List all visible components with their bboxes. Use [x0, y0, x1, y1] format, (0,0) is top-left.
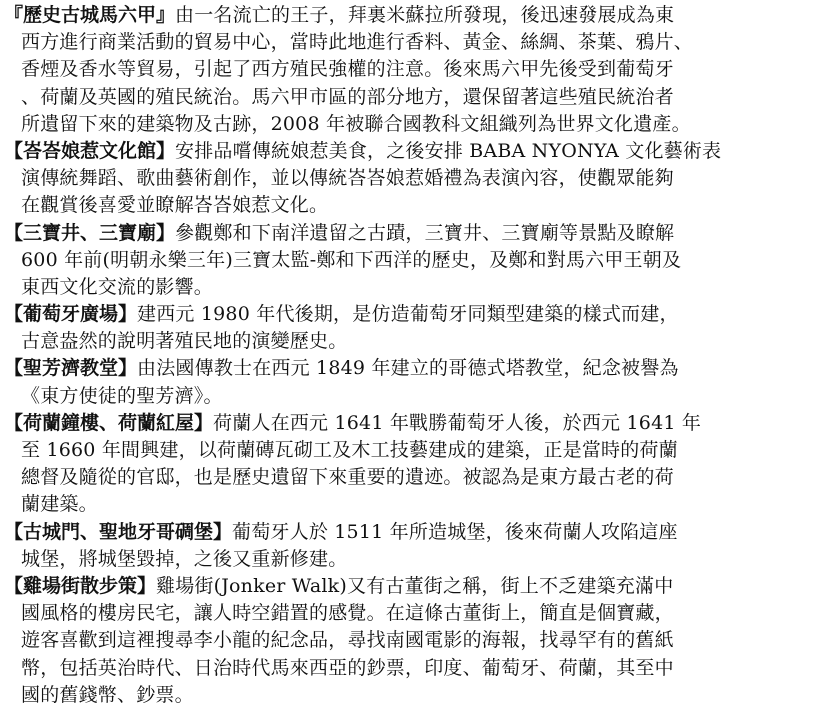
- entry-title: 【三寶井、三寶廟】: [4, 221, 176, 244]
- entry-text-line: 至 1660 年間興建，以荷蘭磚瓦砌工及木工技藝建成的建築，正是當時的荷蘭: [21, 439, 678, 461]
- entry-text-line: 葡萄牙人於 1511 年所造城堡，後來荷蘭人攻陷這座: [232, 520, 678, 543]
- entry-text-line: 在觀賞後喜愛並瞭解峇峇娘惹文化。: [21, 194, 329, 217]
- entry-text-line: 《東方使徒的聖芳濟》。: [21, 384, 223, 407]
- entry-portuguese-square: [4, 301, 833, 355]
- entry-text-line: 東西文化交流的影響。: [21, 275, 214, 298]
- entry-text-line: 遊客喜歡到這裡搜尋李小龍的紀念品，尋找南國電影的海報，找尋罕有的舊紙: [21, 629, 674, 652]
- entry-text-line: 由法國傳教士在西元 1849 年建立的哥德式塔教堂，紀念被譽為: [137, 357, 679, 380]
- entry-text-line: 西方進行商業活動的貿易中心，當時此地進行香料、黃金、絲綢、茶葉、鴉片、: [21, 31, 694, 54]
- entry-title: 【聖芳濟教堂】: [4, 357, 138, 380]
- entry-st-francis-church: [4, 355, 833, 409]
- entry-jonker-walk: [4, 573, 833, 709]
- entry-title: 『歷史古城馬六甲』: [4, 4, 176, 26]
- entry-text-line: 幣，包括英治時代、日治時代馬來西亞的鈔票，印度、葡萄牙、荷蘭，其至中: [21, 656, 674, 679]
- entry-text-line: 建西元 1980 年代後期，是仿造葡萄牙同類型建築的樣式而建，: [137, 303, 679, 326]
- entry-title: 【葡萄牙廣場】: [4, 303, 138, 326]
- entry-sanbao-well-temple: [4, 220, 833, 302]
- entry-text-line: 安排品嚐傳統娘惹美食，之後安排 BABA NYONYA 文化藝術表: [175, 139, 722, 162]
- entry-text-line: 雞場街(Jonker Walk)又有古董街之稱，街上不乏建築充滿中: [156, 574, 674, 597]
- entry-text-line: 香煙及香水等貿易，引起了西方殖民強權的注意。後來馬六甲先後受到葡萄牙: [21, 58, 674, 81]
- entry-text-line: 荷蘭人在西元 1641 年戰勝葡萄牙人後，於西元 1641 年: [213, 411, 702, 434]
- entry-title: 【峇峇娘惹文化館】: [4, 139, 176, 162]
- entry-text-line: 所遺留下來的建築物及古跡，2008 年被聯合國教科文組織列為世界文化遺產。: [21, 112, 691, 135]
- entry-text-line: 演傳統舞蹈、歌曲藝術創作，並以傳統峇峇娘惹婚禮為表演內容，使觀眾能夠: [21, 167, 674, 190]
- entry-title: 【荷蘭鐘樓、荷蘭紅屋】: [4, 411, 214, 434]
- entry-text-line: 由一名流亡的王子，拜裏米蘇拉所發現，後迅速發展成為東: [175, 4, 675, 26]
- entry-text-line: 國風格的樓房民宅，讓人時空錯置的感覺。在這條古董街上，簡直是個寶藏，: [21, 602, 674, 625]
- entry-dutch-clocktower-red-house: [4, 410, 833, 519]
- entry-text-line: 總督及隨從的官邸，也是歷史遺留下來重要的遺迹。被認為是東方最古老的荷: [21, 466, 674, 489]
- entry-city-gate-fort: [4, 519, 833, 573]
- entry-text-line: 國的舊錢幣、鈔票。: [21, 683, 194, 706]
- entry-text-line: 、荷蘭及英國的殖民統治。馬六甲市區的部分地方，還保留著這些殖民統治者: [21, 85, 674, 108]
- entry-text-line: 參觀鄭和下南洋遺留之古蹟，三寶井、三寶廟等景點及瞭解: [175, 221, 675, 244]
- entry-baba-nyonya-museum: [4, 138, 833, 220]
- entry-title: 【古城門、聖地牙哥碉堡】: [4, 520, 233, 543]
- entry-malacca-history: [4, 2, 833, 138]
- entry-text-line: 蘭建築。: [21, 493, 98, 516]
- entry-text-line: 城堡，將城堡毀掉，之後又重新修建。: [21, 547, 348, 570]
- entry-title: 【雞場街散步策】: [4, 574, 157, 597]
- entry-text-line: 古意盎然的說明著殖民地的演變歷史。: [21, 330, 348, 353]
- entry-text-line: 600 年前(明朝永樂三年)三寶太監-鄭和下西洋的歷史，及鄭和對馬六甲王朝及: [21, 248, 682, 271]
